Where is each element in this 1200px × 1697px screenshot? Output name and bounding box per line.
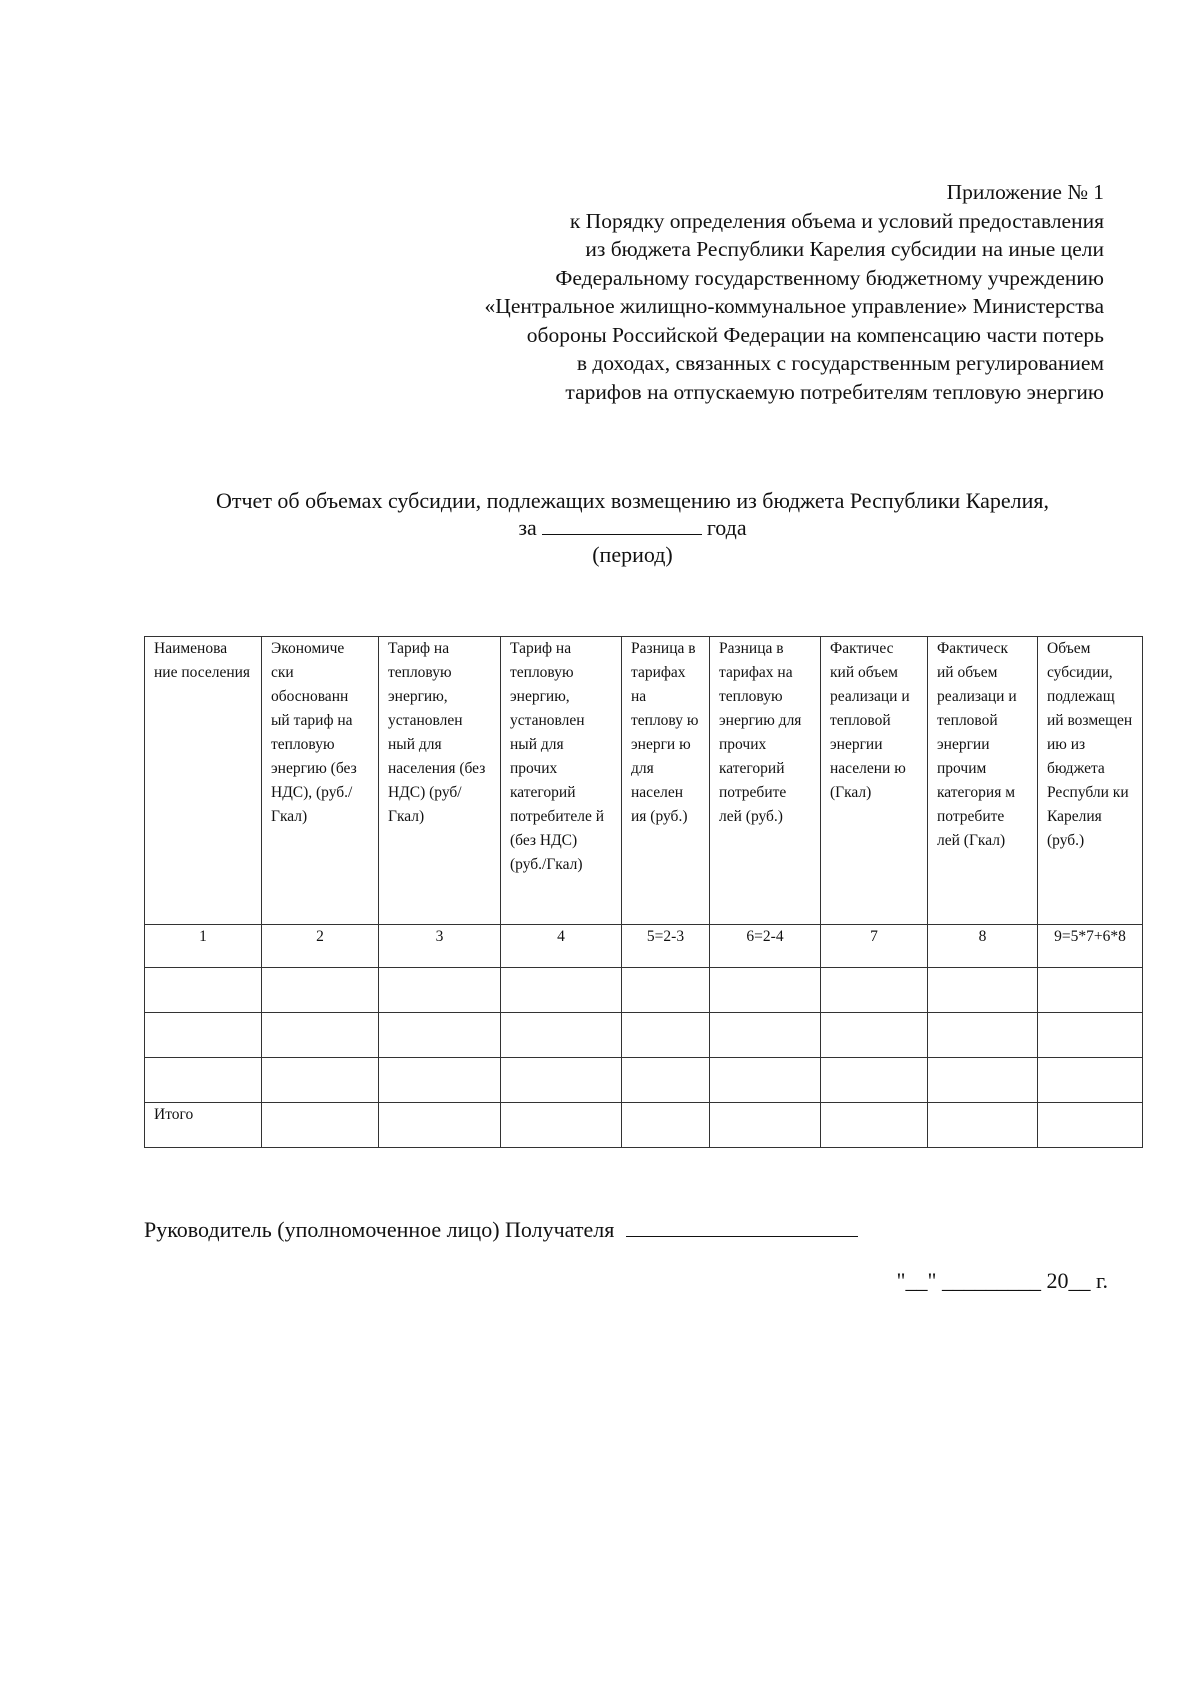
table-cell[interactable] — [1038, 1103, 1143, 1148]
table-cell[interactable] — [145, 1013, 262, 1058]
header-cell: Экономиче ски обоснованн ый тариф на тепловую энергию (без НДС), (руб./Гкал) — [262, 637, 379, 925]
table-cell[interactable] — [622, 968, 710, 1013]
table-cell[interactable] — [622, 1013, 710, 1058]
column-number: 7 — [821, 925, 928, 968]
header-cell: Наименова ние поселения — [145, 637, 262, 925]
appendix-line: к Порядку определения объема и условий предоставления — [569, 208, 1104, 233]
table-cell[interactable] — [1038, 1058, 1143, 1103]
column-number-row — [145, 925, 1143, 968]
table-cell[interactable] — [928, 1013, 1038, 1058]
table-cell[interactable] — [262, 1013, 379, 1058]
table-cell[interactable] — [928, 1103, 1038, 1148]
column-number: 3 — [379, 925, 501, 968]
table-cell[interactable] — [501, 968, 622, 1013]
table-cell[interactable] — [262, 1058, 379, 1103]
signature-line — [144, 1214, 858, 1243]
table-header-row — [145, 637, 1143, 925]
report-title-block — [0, 487, 1200, 568]
period-prefix: за — [518, 515, 537, 540]
table-cell[interactable] — [501, 1013, 622, 1058]
header-cell: Разница в тарифах на тепловую энергию для прочих категорий потребите лей (руб.) — [710, 637, 821, 925]
table-cell[interactable] — [710, 1013, 821, 1058]
subsidy-table — [144, 636, 1143, 1148]
total-label: Итого — [145, 1103, 262, 1148]
period-hint: (период) — [592, 542, 673, 567]
header-cell: Фактичес кий объем реализаци и тепловой энергии населени ю (Гкал) — [821, 637, 928, 925]
appendix-header — [485, 178, 1104, 406]
table-cell[interactable] — [821, 1103, 928, 1148]
appendix-line: обороны Российской Федерации на компенсацию части потерь — [526, 322, 1104, 347]
column-number: 8 — [928, 925, 1038, 968]
table-cell[interactable] — [145, 1058, 262, 1103]
table-cell[interactable] — [501, 1058, 622, 1103]
table-cell[interactable] — [622, 1058, 710, 1103]
total-row — [145, 1103, 1143, 1148]
date-line: "__" _________ 20__ г. — [896, 1268, 1108, 1293]
period-line — [0, 514, 1200, 541]
table-cell[interactable] — [379, 968, 501, 1013]
appendix-line: из бюджета Республики Карелия субсидии на иные цели — [585, 237, 1104, 261]
table-cell[interactable] — [379, 1013, 501, 1058]
table-row — [145, 1058, 1143, 1103]
table-cell[interactable] — [1038, 1013, 1143, 1058]
column-number: 6=2-4 — [710, 925, 821, 968]
table-cell[interactable] — [821, 968, 928, 1013]
header-cell: Объем субсидии, подлежащ ий возмещен ию из бюджета Республи ки Карелия (руб.) — [1038, 637, 1143, 925]
table-cell[interactable] — [1038, 968, 1143, 1013]
appendix-line: тарифов на отпускаемую потребителям тепловую энергию — [565, 379, 1104, 404]
table-cell[interactable] — [710, 1103, 821, 1148]
column-number: 5=2-3 — [622, 925, 710, 968]
table-cell[interactable] — [928, 968, 1038, 1013]
appendix-line: Приложение № 1 — [946, 180, 1104, 204]
appendix-line: «Центральное жилищно-коммунальное управление» Министерства — [484, 294, 1104, 318]
period-suffix: года — [706, 515, 747, 540]
table-cell[interactable] — [821, 1058, 928, 1103]
table-cell[interactable] — [622, 1103, 710, 1148]
table-row — [145, 1013, 1143, 1058]
appendix-line: Федеральному государственному бюджетному учреждению — [555, 265, 1104, 290]
header-cell: Разница в тарифах на теплову ю энерги ю для населен ия (руб.) — [622, 637, 710, 925]
table-cell[interactable] — [501, 1103, 622, 1148]
table-cell[interactable] — [379, 1058, 501, 1103]
column-number: 1 — [145, 925, 262, 968]
table-cell[interactable] — [262, 1103, 379, 1148]
table-cell[interactable] — [928, 1058, 1038, 1103]
column-number: 9=5*7+6*8 — [1038, 925, 1143, 968]
table-row — [145, 968, 1143, 1013]
table-cell[interactable] — [145, 968, 262, 1013]
header-cell: Тариф на тепловую энергию, установлен ный для населения (без НДС) (руб/Гкал) — [379, 637, 501, 925]
column-number: 4 — [501, 925, 622, 968]
table-cell[interactable] — [710, 1058, 821, 1103]
header-cell: Тариф на тепловую энергию, установлен ный для прочих категорий потребителе й (без НДС) (руб./Гкал) — [501, 637, 622, 925]
period-blank[interactable] — [542, 514, 702, 535]
column-number: 2 — [262, 925, 379, 968]
table-cell[interactable] — [262, 968, 379, 1013]
signature-blank[interactable] — [626, 1214, 858, 1237]
signature-label: Руководитель (уполномоченное лицо) Получателя — [144, 1217, 615, 1242]
report-title: Отчет об объемах субсидии, подлежащих возмещению из бюджета Республики Карелия, — [215, 488, 1049, 513]
table-cell[interactable] — [710, 968, 821, 1013]
table-cell[interactable] — [821, 1013, 928, 1058]
table-cell[interactable] — [379, 1103, 501, 1148]
appendix-line: в доходах, связанных с государственным регулированием — [576, 351, 1104, 375]
header-cell: Фактическ ий объем реализаци и тепловой энергии прочим категория м потребите лей (Гкал) — [928, 637, 1038, 925]
